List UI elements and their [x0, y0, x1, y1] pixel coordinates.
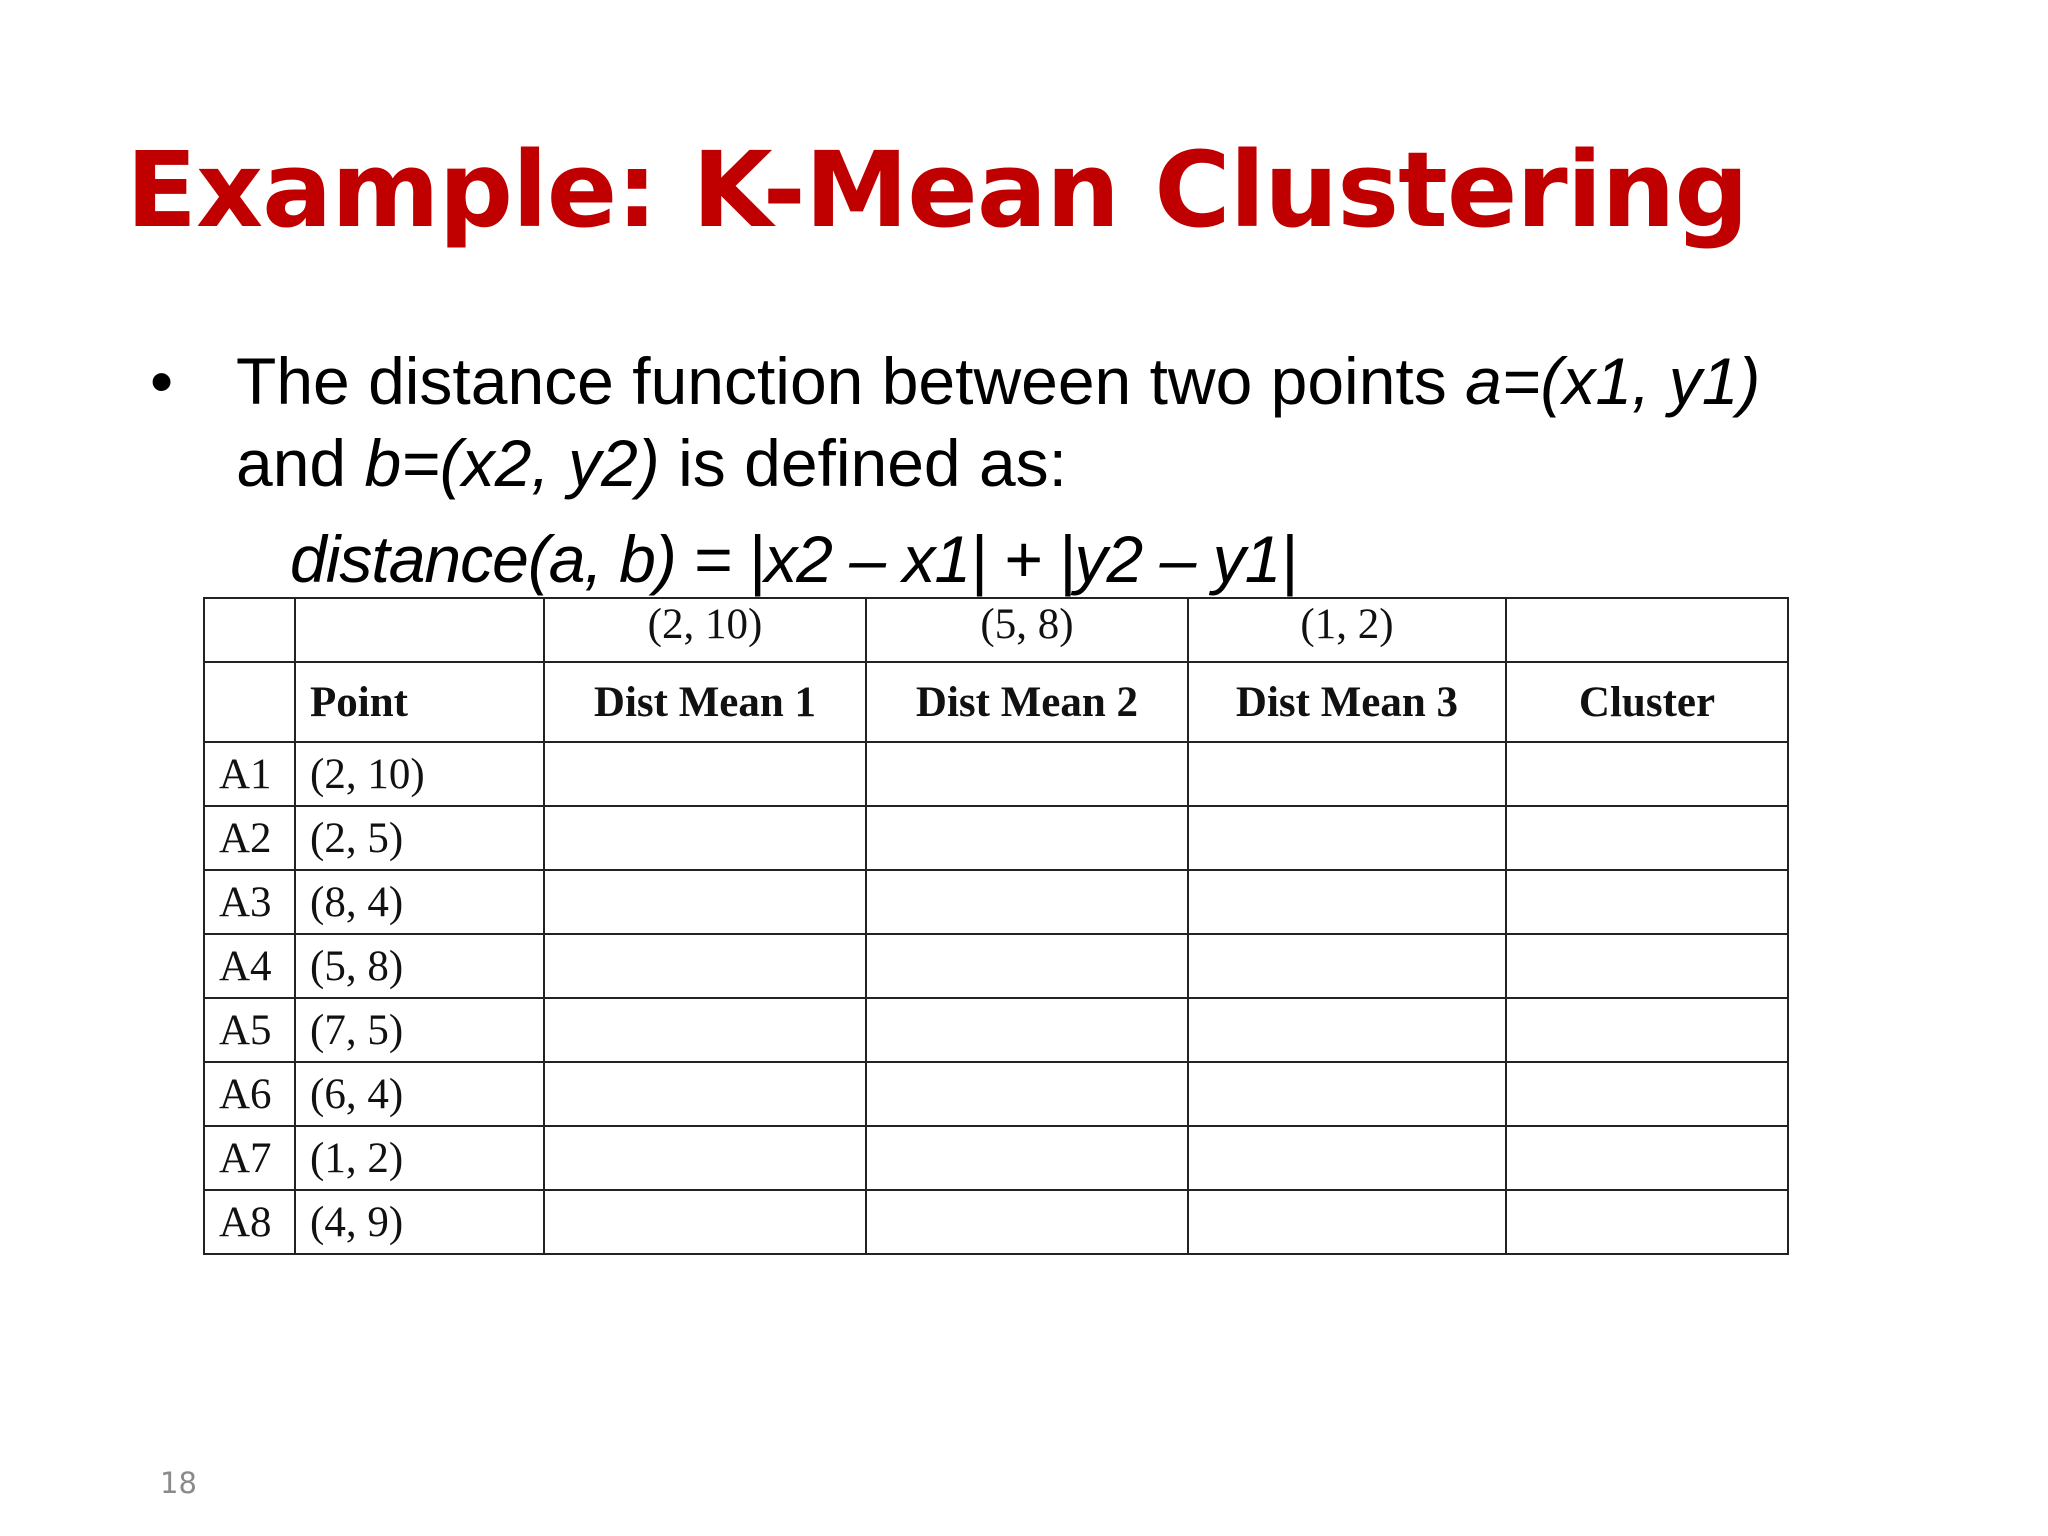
- row-id-cell: A7: [204, 1126, 295, 1190]
- dist-mean-2-cell[interactable]: [866, 934, 1188, 998]
- table-row: [204, 1126, 1788, 1190]
- mean-1-value: (2, 10): [544, 598, 866, 662]
- header-dist-mean-2: Dist Mean 2: [866, 662, 1188, 742]
- dist-mean-3-cell[interactable]: [1188, 934, 1506, 998]
- distance-table: [203, 597, 1789, 1255]
- row-point-cell: (4, 9): [295, 1190, 544, 1254]
- header-dist-mean-1: Dist Mean 1: [544, 662, 866, 742]
- point-b-math: b=(x2, y2): [364, 426, 660, 500]
- table-row: [204, 870, 1788, 934]
- header-cluster: Cluster: [1506, 662, 1788, 742]
- dist-mean-3-cell[interactable]: [1188, 1062, 1506, 1126]
- bullet-dot: •: [150, 344, 174, 418]
- cluster-cell[interactable]: [1506, 742, 1788, 806]
- row-id-cell: A1: [204, 742, 295, 806]
- row-id-cell: A6: [204, 1062, 295, 1126]
- table-row: [204, 1190, 1788, 1254]
- slide-title: Example: K-Mean Clustering: [126, 129, 1748, 251]
- cluster-cell[interactable]: [1506, 1190, 1788, 1254]
- row-point-cell: (2, 5): [295, 806, 544, 870]
- dist-mean-1-cell[interactable]: [544, 870, 866, 934]
- cluster-cell[interactable]: [1506, 870, 1788, 934]
- row-id-cell: A8: [204, 1190, 295, 1254]
- cluster-cell[interactable]: [1506, 998, 1788, 1062]
- dist-mean-3-cell[interactable]: [1188, 1126, 1506, 1190]
- bullet-line2-prefix: and: [236, 426, 365, 500]
- row-id-cell: A3: [204, 870, 295, 934]
- mean-3-value: (1, 2): [1188, 598, 1506, 662]
- distance-formula: distance(a, b) = |x2 – x1| + |y2 – y1|: [290, 522, 1297, 596]
- row-id-cell: A2: [204, 806, 295, 870]
- row-point-cell: (1, 2): [295, 1126, 544, 1190]
- row-point-cell: (8, 4): [295, 870, 544, 934]
- dist-mean-2-cell[interactable]: [866, 998, 1188, 1062]
- bullet-line2-suffix: is defined as:: [678, 426, 1068, 500]
- dist-mean-3-cell[interactable]: [1188, 1190, 1506, 1254]
- table-row: [204, 806, 1788, 870]
- row-id-cell: A5: [204, 998, 295, 1062]
- table-row: [204, 742, 1788, 806]
- dist-mean-1-cell[interactable]: [544, 742, 866, 806]
- dist-mean-2-cell[interactable]: [866, 1062, 1188, 1126]
- dist-mean-2-cell[interactable]: [866, 742, 1188, 806]
- row-id-cell: A4: [204, 934, 295, 998]
- dist-mean-3-cell[interactable]: [1188, 870, 1506, 934]
- dist-mean-3-cell[interactable]: [1188, 998, 1506, 1062]
- dist-mean-1-cell[interactable]: [544, 1190, 866, 1254]
- row-point-cell: (6, 4): [295, 1062, 544, 1126]
- header-row: [204, 662, 1788, 742]
- row-point-cell: (7, 5): [295, 998, 544, 1062]
- point-a-math: a=(x1, y1): [1465, 344, 1761, 418]
- bullet-line1-text: The distance function between two points: [236, 344, 1466, 418]
- cluster-cell[interactable]: [1506, 1126, 1788, 1190]
- table-row: [204, 1062, 1788, 1126]
- dist-mean-1-cell[interactable]: [544, 934, 866, 998]
- bullet-point: [150, 340, 1950, 504]
- dist-mean-3-cell[interactable]: [1188, 742, 1506, 806]
- dist-mean-2-cell[interactable]: [866, 1126, 1188, 1190]
- empty-cell: [204, 662, 295, 742]
- dist-mean-3-cell[interactable]: [1188, 806, 1506, 870]
- table-row: [204, 934, 1788, 998]
- bullet-text: [236, 340, 1950, 504]
- cluster-cell[interactable]: [1506, 806, 1788, 870]
- dist-mean-2-cell[interactable]: [866, 806, 1188, 870]
- mean-2-value: (5, 8): [866, 598, 1188, 662]
- empty-cell: [295, 598, 544, 662]
- dist-mean-2-cell[interactable]: [866, 870, 1188, 934]
- dist-mean-2-cell[interactable]: [866, 1190, 1188, 1254]
- dist-mean-1-cell[interactable]: [544, 806, 866, 870]
- row-point-cell: (5, 8): [295, 934, 544, 998]
- table-row: [204, 998, 1788, 1062]
- empty-cell: [1506, 598, 1788, 662]
- header-dist-mean-3: Dist Mean 3: [1188, 662, 1506, 742]
- dist-mean-1-cell[interactable]: [544, 1126, 866, 1190]
- dist-mean-1-cell[interactable]: [544, 1062, 866, 1126]
- header-point: Point: [295, 662, 544, 742]
- means-row: [204, 598, 1788, 662]
- cluster-cell[interactable]: [1506, 934, 1788, 998]
- empty-cell: [204, 598, 295, 662]
- page-number: 18: [160, 1466, 197, 1500]
- dist-mean-1-cell[interactable]: [544, 998, 866, 1062]
- row-point-cell: (2, 10): [295, 742, 544, 806]
- cluster-cell[interactable]: [1506, 1062, 1788, 1126]
